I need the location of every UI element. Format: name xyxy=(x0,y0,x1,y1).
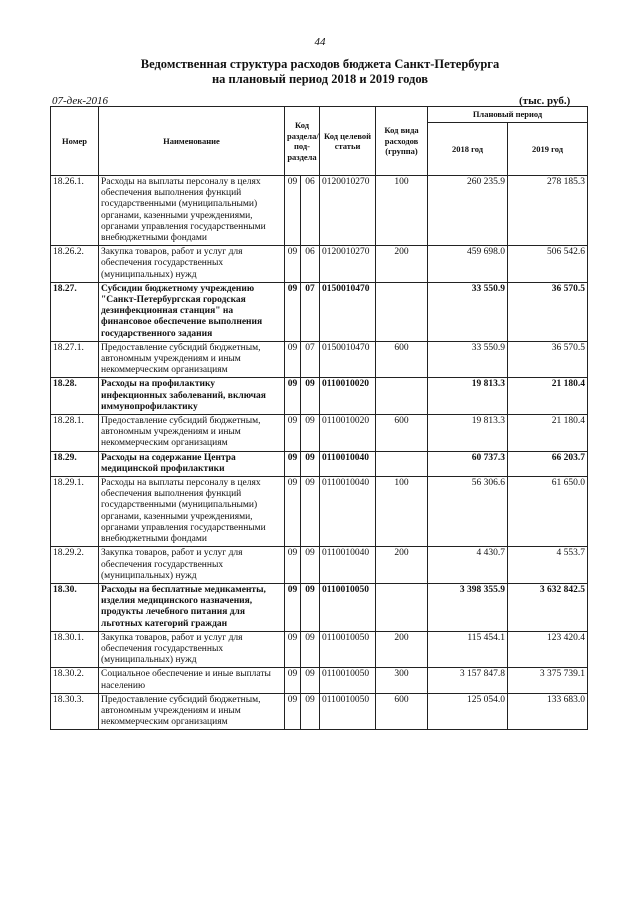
table-row xyxy=(51,668,588,693)
row-type xyxy=(376,451,428,476)
row-section: 09 xyxy=(285,547,301,584)
row-type: 200 xyxy=(376,246,428,283)
row-name: Расходы на выплаты персоналу в целях обеспечения выполнения функций государственными (муниципальными) органами, казенными учреждениями, органами управления государственными внебюджетными фондами xyxy=(99,176,285,246)
header-article: Код целевой статьи xyxy=(320,107,376,176)
row-section: 09 xyxy=(285,631,301,668)
row-value-2019: 36 570.5 xyxy=(508,282,588,341)
row-type xyxy=(376,378,428,415)
row-section: 09 xyxy=(285,176,301,246)
row-name: Закупка товаров, работ и услуг для обеспечения государственных (муниципальных) нужд xyxy=(99,631,285,668)
row-name: Расходы на бесплатные медикаменты, изделия медицинского назначения, продукты лечебного питания для льготных категорий граждан xyxy=(99,583,285,631)
row-name: Расходы на профилактику инфекционных заболеваний, включая иммунопрофилактику xyxy=(99,378,285,415)
table-row xyxy=(51,451,588,476)
row-value-2019: 506 542.6 xyxy=(508,246,588,283)
row-value-2018: 19 813.3 xyxy=(428,378,508,415)
row-number: 18.30. xyxy=(51,583,99,631)
header-number: Номер xyxy=(51,107,99,176)
row-type: 100 xyxy=(376,477,428,547)
row-type: 600 xyxy=(376,341,428,378)
row-value-2018: 60 737.3 xyxy=(428,451,508,476)
row-number: 18.29. xyxy=(51,451,99,476)
table-row xyxy=(51,631,588,668)
header-name: Наименование xyxy=(99,107,285,176)
table-row xyxy=(51,583,588,631)
row-section: 09 xyxy=(285,583,301,631)
row-section: 09 xyxy=(285,668,301,693)
row-value-2018: 260 235.9 xyxy=(428,176,508,246)
table-row xyxy=(51,246,588,283)
row-name: Закупка товаров, работ и услуг для обеспечения государственных (муниципальных) нужд xyxy=(99,547,285,584)
table-row xyxy=(51,547,588,584)
row-article: 0110010020 xyxy=(320,415,376,452)
row-subsection: 07 xyxy=(301,282,320,341)
row-name: Социальное обеспечение и иные выплаты населению xyxy=(99,668,285,693)
row-value-2018: 56 306.6 xyxy=(428,477,508,547)
row-subsection: 09 xyxy=(301,693,320,730)
row-name: Предоставление субсидий бюджетным, автономным учреждениям и иным некоммерческим организациям xyxy=(99,415,285,452)
title-line-1: Ведомственная структура расходов бюджета Санкт-Петербурга xyxy=(140,57,500,71)
row-value-2019: 3 375 739.1 xyxy=(508,668,588,693)
row-subsection: 06 xyxy=(301,176,320,246)
row-value-2019: 133 683.0 xyxy=(508,693,588,730)
date-label: 07-дек-2016 xyxy=(52,95,109,107)
row-subsection: 09 xyxy=(301,378,320,415)
row-number: 18.26.1. xyxy=(51,176,99,246)
row-subsection: 09 xyxy=(301,477,320,547)
table-row xyxy=(51,477,588,547)
row-number: 18.29.2. xyxy=(51,547,99,584)
row-value-2018: 459 698.0 xyxy=(428,246,508,283)
row-type: 600 xyxy=(376,415,428,452)
row-type: 200 xyxy=(376,631,428,668)
table-row xyxy=(51,282,588,341)
row-subsection: 09 xyxy=(301,451,320,476)
page-number: 44 xyxy=(314,36,326,48)
row-value-2018: 33 550.9 xyxy=(428,282,508,341)
header-2018: 2018 год xyxy=(428,123,508,176)
row-article: 0110010040 xyxy=(320,451,376,476)
row-value-2018: 33 550.9 xyxy=(428,341,508,378)
row-section: 09 xyxy=(285,246,301,283)
row-article: 0120010270 xyxy=(320,176,376,246)
row-number: 18.27. xyxy=(51,282,99,341)
row-type: 100 xyxy=(376,176,428,246)
row-section: 09 xyxy=(285,451,301,476)
row-name: Расходы на выплаты персоналу в целях обеспечения выполнения функций государственными (муниципальными) органами, казенными учреждениями, органами управления государственными внебюджетными фондами xyxy=(99,477,285,547)
row-article: 0110010050 xyxy=(320,631,376,668)
row-article: 0110010050 xyxy=(320,693,376,730)
row-value-2018: 3 398 355.9 xyxy=(428,583,508,631)
row-subsection: 06 xyxy=(301,246,320,283)
row-number: 18.29.1. xyxy=(51,477,99,547)
row-number: 18.30.2. xyxy=(51,668,99,693)
row-article: 0150010470 xyxy=(320,282,376,341)
row-section: 09 xyxy=(285,693,301,730)
header-type: Код вида расходов (группа) xyxy=(376,107,428,176)
row-value-2019: 61 650.0 xyxy=(508,477,588,547)
row-value-2019: 4 553.7 xyxy=(508,547,588,584)
row-name: Предоставление субсидий бюджетным, автономным учреждениям и иным некоммерческим организациям xyxy=(99,693,285,730)
row-value-2019: 123 420.4 xyxy=(508,631,588,668)
row-value-2018: 3 157 847.8 xyxy=(428,668,508,693)
row-article: 0110010020 xyxy=(320,378,376,415)
title-line-2: на плановый период 2018 и 2019 годов xyxy=(211,72,429,86)
table-row xyxy=(51,341,588,378)
row-section: 09 xyxy=(285,282,301,341)
table-row xyxy=(51,415,588,452)
table-row xyxy=(51,693,588,730)
row-article: 0110010050 xyxy=(320,668,376,693)
header-2019: 2019 год xyxy=(508,123,588,176)
row-article: 0150010470 xyxy=(320,341,376,378)
row-name: Расходы на содержание Центра медицинской профилактики xyxy=(99,451,285,476)
row-number: 18.27.1. xyxy=(51,341,99,378)
row-value-2019: 66 203.7 xyxy=(508,451,588,476)
row-value-2018: 19 813.3 xyxy=(428,415,508,452)
row-value-2019: 21 180.4 xyxy=(508,378,588,415)
row-subsection: 09 xyxy=(301,583,320,631)
table-row xyxy=(51,378,588,415)
row-type: 300 xyxy=(376,668,428,693)
row-type: 600 xyxy=(376,693,428,730)
row-value-2019: 3 632 842.5 xyxy=(508,583,588,631)
header-plan: Плановый период xyxy=(428,107,588,123)
budget-table xyxy=(50,106,588,730)
row-type xyxy=(376,282,428,341)
table-row xyxy=(51,176,588,246)
row-value-2019: 36 570.5 xyxy=(508,341,588,378)
row-article: 0110010050 xyxy=(320,583,376,631)
row-number: 18.26.2. xyxy=(51,246,99,283)
row-name: Субсидии бюджетному учреждению "Санкт-Петербургская городская дезинфекционная станция" на финансовое обеспечение выполнения государственного задания xyxy=(99,282,285,341)
row-subsection: 09 xyxy=(301,631,320,668)
row-number: 18.30.3. xyxy=(51,693,99,730)
row-value-2018: 125 054.0 xyxy=(428,693,508,730)
row-number: 18.28.1. xyxy=(51,415,99,452)
page-title xyxy=(60,57,580,87)
row-name: Закупка товаров, работ и услуг для обеспечения государственных (муниципальных) нужд xyxy=(99,246,285,283)
row-value-2018: 4 430.7 xyxy=(428,547,508,584)
row-number: 18.28. xyxy=(51,378,99,415)
row-section: 09 xyxy=(285,415,301,452)
row-subsection: 09 xyxy=(301,547,320,584)
row-section: 09 xyxy=(285,341,301,378)
row-section: 09 xyxy=(285,378,301,415)
row-subsection: 07 xyxy=(301,341,320,378)
row-article: 0110010040 xyxy=(320,477,376,547)
row-value-2019: 278 185.3 xyxy=(508,176,588,246)
row-number: 18.30.1. xyxy=(51,631,99,668)
row-type xyxy=(376,583,428,631)
row-name: Предоставление субсидий бюджетным, автономным учреждениям и иным некоммерческим организациям xyxy=(99,341,285,378)
row-type: 200 xyxy=(376,547,428,584)
row-subsection: 09 xyxy=(301,668,320,693)
row-value-2019: 21 180.4 xyxy=(508,415,588,452)
row-section: 09 xyxy=(285,477,301,547)
row-article: 0110010040 xyxy=(320,547,376,584)
header-section: Код раздела/ под-раздела xyxy=(285,107,320,176)
row-value-2018: 115 454.1 xyxy=(428,631,508,668)
row-article: 0120010270 xyxy=(320,246,376,283)
units-label: (тыс. руб.) xyxy=(519,95,571,107)
row-subsection: 09 xyxy=(301,415,320,452)
